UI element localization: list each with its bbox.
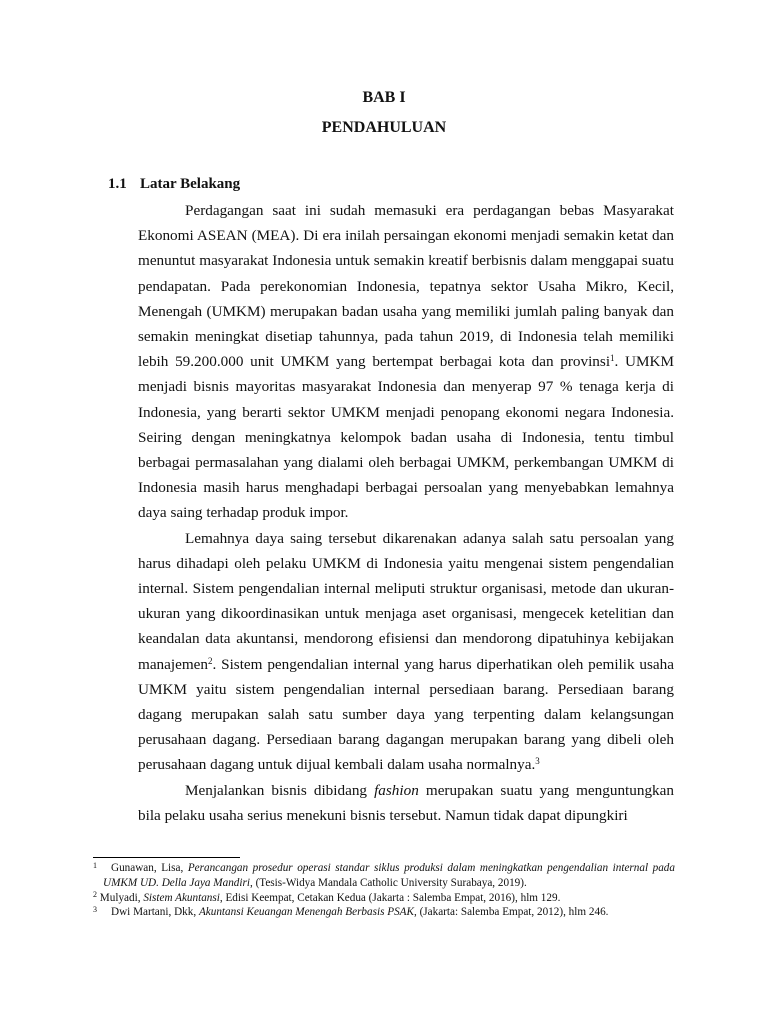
footnote-ref: 2 (208, 655, 213, 666)
paragraph (138, 526, 674, 778)
paragraph-text: Menjalankan bisnis dibidang (185, 781, 375, 799)
paragraph-text: . UMKM menjadi bisnis mayoritas masyarakat Indonesia dan menyerap 97 % tenaga kerja di Indonesia, yang berarti sektor UMKM menjadi penopang ekonomi negara Indonesia. Seiring dengan meningkatnya kelompok badan usaha di Indonesia, tentu timbul berbagai permasalahan yang dialami oleh berbagai UMKM, perkembangan UMKM di Indonesia masih harus menghadapi berbagai persoalan yang menyebabkan lemahnya daya saing terhadap produk impor. (138, 353, 674, 522)
footnote (93, 891, 675, 906)
footnote-ref: 1 (610, 353, 615, 364)
section-number: 1.1 (108, 176, 127, 192)
footnote-mark: 2 (93, 889, 97, 899)
paragraph (138, 198, 674, 526)
paragraph-text: Lemahnya daya saing tersebut dikarenakan adanya salah satu persoalan yang harus dihadapi oleh pelaku UMKM di Indonesia yaitu mengenai sistem pengendalian internal. Sistem pengendalian internal meliputi struktur organisasi, metode dan ukuran-ukuran yang dikoordinasikan untuk menjaga aset organisasi, mengecek ketelitian dan keandalan data akuntansi, mendorong efisiensi dan mendorong dipatuhinya kebijakan manajemen (138, 529, 674, 673)
footnote-text: , Edisi Keempat, Cetakan Kedua (Jakarta : Salemba Empat, 2016), hlm 129. (219, 891, 561, 904)
paragraph (138, 778, 674, 828)
chapter-label: BAB I (362, 89, 406, 106)
section-heading (108, 176, 240, 193)
footnote-mark: 3 (93, 905, 97, 915)
footnote-separator (93, 857, 240, 858)
footnote-mark: 1 (93, 861, 97, 870)
footnote-text: Mulyadi, (97, 891, 144, 904)
chapter-title: PENDAHULUAN (321, 119, 447, 136)
paragraph-text: Perdagangan saat ini sudah memasuki era perdagangan bebas Masyarakat Ekonomi ASEAN (MEA). Di era inilah persaingan ekonomi menjadi semakin ketat dan menuntut masyarakat Indonesia untuk semakin kreatif berbisnis dalam menggapai suatu pendapatan. Pada perekonomian Indonesia, tepatnya sektor Usaha Mikro, Kecil, Menengah (UMKM) merupakan badan usaha yang memiliki jumlah paling banyak dan semakin meningkat disetiap tahunnya, pada tahun 2019, di Indonesia telah memiliki lebih 59.200.000 unit UMKM yang bertempat berbagai kota dan provinsi (138, 202, 674, 371)
footnote (93, 861, 675, 891)
paragraph-text: merupakan suatu yang menguntungkan bila pelaku usaha serius menekuni bisnis tersebut. Namun tidak dapat dipungkiri (138, 781, 674, 824)
footnote-title: Perancangan prosedur operasi standar siklus produksi dalam meningkatkan pengendalian internal pada UMKM UD. Della Jaya Mandiri (103, 862, 675, 889)
footnote-text: Dwi Martani, Dkk, (111, 906, 199, 919)
footnote-text: , (Jakarta: Salemba Empat, 2012), hlm 246. (413, 906, 609, 919)
footnote-ref: 3 (535, 756, 540, 767)
section-title: Latar Belakang (140, 176, 241, 192)
footnotes (93, 861, 675, 920)
footnote-text: Gunawan, Lisa, (111, 862, 188, 874)
footnote (93, 905, 675, 920)
italic-term: fashion (374, 781, 419, 799)
footnote-title: Akuntansi Keuangan Menengah Berbasis PSAK (198, 906, 414, 919)
footnote-text: , (Tesis-Widya Mandala Catholic University Surabaya, 2019). (249, 876, 527, 889)
footnote-title: Sistem Akuntansi (143, 891, 220, 904)
paragraph-text: . Sistem pengendalian internal yang harus diperhatikan oleh pemilik usaha UMKM yaitu sistem pengendalian internal persediaan barang. Persediaan barang dagang merupakan salah satu sumber daya yang terpenting dalam kelangsungan perusahaan dagang. Persediaan barang dagangan merupakan barang yang dibeli oleh perusahaan dagang untuk dijual kembali dalam usaha normalnya. (138, 655, 674, 774)
body-text (138, 198, 674, 828)
